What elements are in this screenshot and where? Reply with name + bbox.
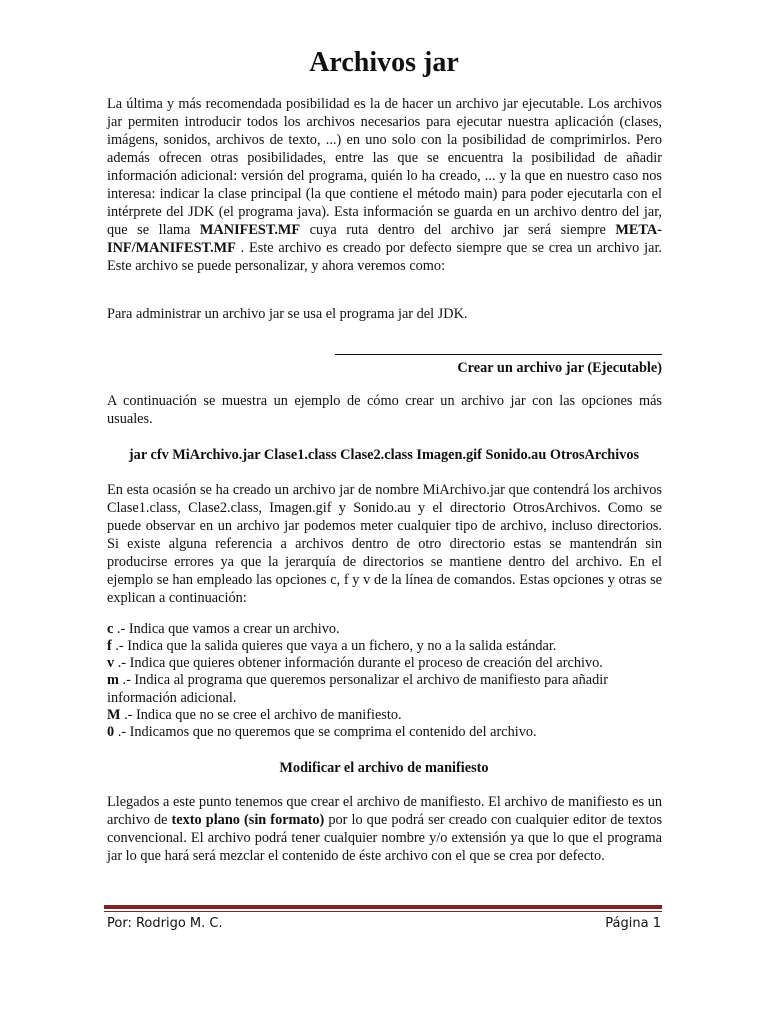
intro-text-1: La última y más recomendada posibilidad es la de hacer un archivo jar ejecutable. Los archivos jar permiten introducir todos los archivos necesarios para ejecutar nuestra aplicación (clases, imágens, sonidos, archivos de texto, ...) en uno solo con la posibilidad de comprimirlos. Pero además ofrecen otras posibilidades, entre las que se encuentra la posibilidad de añadir información adicional: versión del programa, quién lo ha creado, ... y la que en nuestro caso nos interesa: indicar la clase principal (la que contiene el método main) para poder ejecutarla con el intérprete del JDK (el programa java). Esta información se guarda en un archivo dentro del jar, que se llama — [107, 96, 662, 238]
example-intro-paragraph: A continuación se muestra un ejemplo de cómo crear un archivo jar con las opciones más usuales. — [107, 393, 662, 427]
option-key: 0 — [107, 724, 115, 740]
option-key: f — [107, 638, 112, 654]
intro-text-2: cuya ruta dentro del archivo jar será siempre — [300, 222, 616, 238]
option-item — [107, 706, 662, 724]
section-heading-modificar: Modificar el archivo de manifiesto — [279, 760, 489, 776]
intro-text-3: . Este archivo es creado por defecto siempre que se crea un archivo jar. Este archivo se puede personalizar, y ahora veremos como: — [107, 240, 662, 274]
manifest-text-1: Llegados a este punto tenemos que crear el archivo de manifiesto. El archivo de manifiesto es un archivo de — [107, 794, 662, 828]
option-desc: .- Indicamos que no queremos que se comprima el contenido del archivo. — [114, 724, 537, 740]
footer-page-number: Página 1 — [605, 916, 661, 931]
explanation-paragraph: En esta ocasión se ha creado un archivo jar de nombre MiArchivo.jar que contendrá los archivos Clase1.class, Clase2.class, Imagen.gif y Sonido.au y el directorio OtrosArchivos. Como se puede observar en un archivo jar podemos meter cualquier tipo de archivo, incluso directorios. Si existe alguna referencia a archivos dentro de otro directorio estas se mantendrán sin producirse errores ya que la jerarquía de directorios se mantiene dentro del archivo. En el ejemplo se han empleado las opciones c, f y v de la línea de comandos. Estas opciones y otras se explican a continuación: — [107, 482, 662, 606]
intro-bold-path: META-INF/MANIFEST.MF — [107, 222, 662, 256]
section-heading-crear: Crear un archivo jar (Ejecutable) — [457, 360, 662, 376]
manifest-bold-plain-text: texto plano (sin formato) — [171, 812, 325, 828]
option-item — [107, 637, 662, 655]
option-desc: .- Indica que quieres obtener información durante el proceso de creación del archivo. — [114, 655, 603, 671]
option-key: c — [107, 621, 114, 637]
footer-author: Por: Rodrigo M. C. — [107, 916, 223, 931]
admin-paragraph: Para administrar un archivo jar se usa el programa jar del JDK. — [107, 306, 468, 322]
jar-command: jar cfv MiArchivo.jar Clase1.class Clase2.class Imagen.gif Sonido.au OtrosArchivos — [128, 447, 640, 463]
option-key: m — [107, 672, 119, 688]
option-desc: .- Indica que la salida quieres que vaya a un fichero, y no a la salida estándar. — [111, 638, 557, 654]
option-item — [107, 723, 662, 741]
option-item — [107, 671, 662, 707]
footer-rule-thin — [104, 911, 662, 912]
manifest-paragraph — [107, 793, 662, 865]
page-title: Archivos jar — [309, 47, 459, 78]
option-desc: .- Indica que no se cree el archivo de manifiesto. — [120, 707, 402, 723]
footer-rule — [104, 905, 662, 909]
option-desc: .- Indica al programa que queremos personalizar el archivo de manifiesto para añadir información adicional. — [107, 672, 608, 706]
option-key: M — [107, 707, 121, 723]
option-item — [107, 654, 662, 672]
manifest-text-2: por lo que podrá ser creado con cualquier editor de textos convencional. El archivo podrá tener cualquier nombre y/o extensión ya que lo que el programa jar lo que hará será mezclar el contenido de éste archivo con el que se crea por defecto. — [107, 812, 663, 864]
intro-paragraph — [107, 95, 662, 275]
intro-bold-manifest: MANIFEST.MF — [199, 222, 301, 238]
section-rule — [335, 354, 662, 355]
option-item — [107, 620, 662, 638]
option-desc: .- Indica que vamos a crear un archivo. — [113, 621, 340, 637]
option-key: v — [107, 655, 115, 671]
